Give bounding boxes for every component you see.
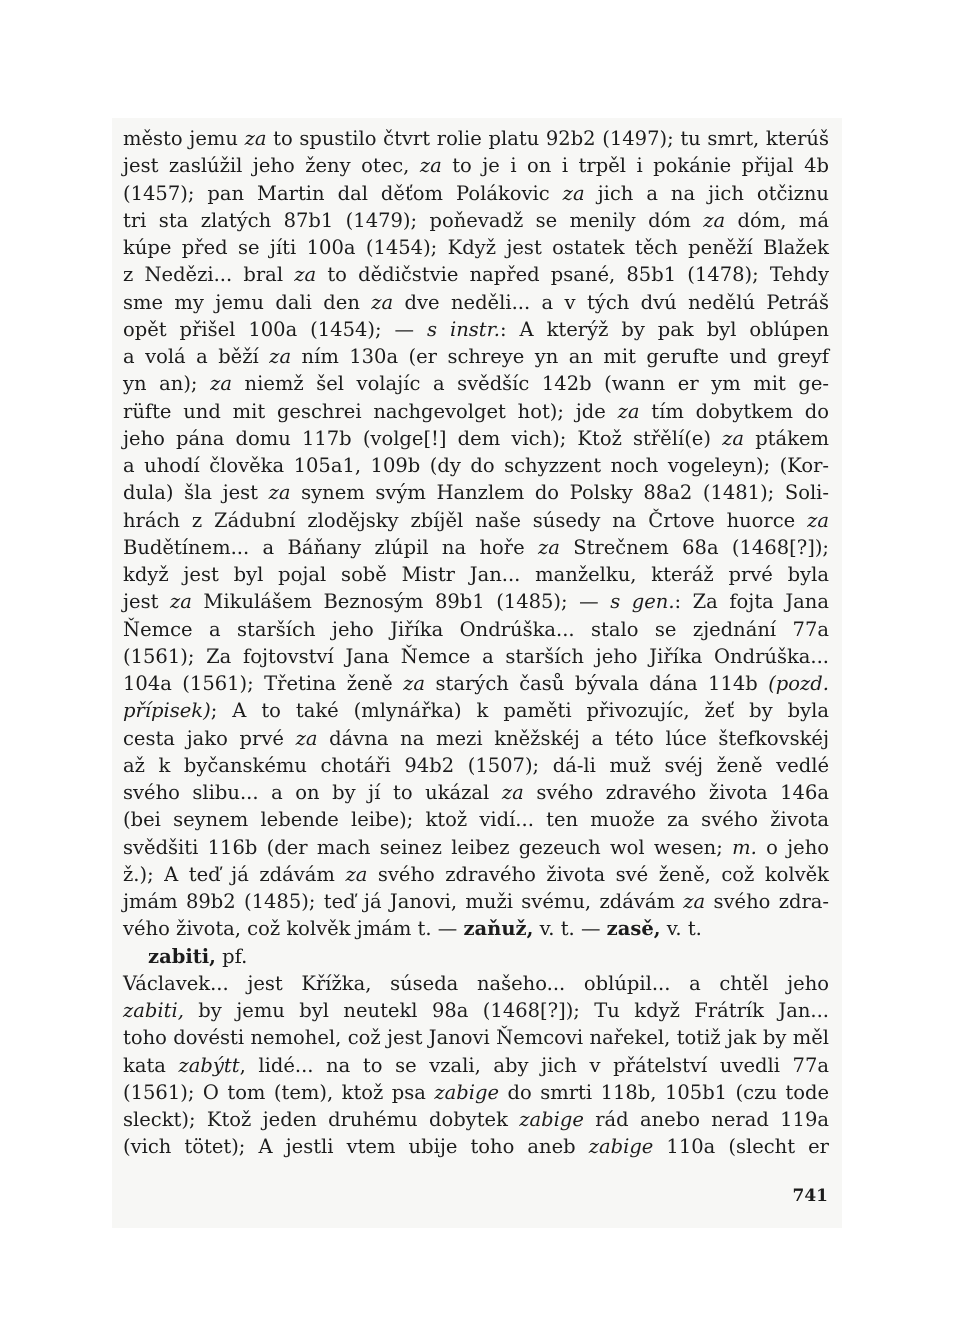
text-segment: dóm, má: [725, 208, 829, 232]
italic-segment: (pozd.: [768, 672, 829, 695]
bold-segment: zaňuž,: [463, 917, 534, 941]
text-segment: dula) šla jest: [123, 481, 269, 505]
text-segment: Ňemce a starších jeho Jiříka Ondrúška... stalo se zjednání 77a: [123, 617, 829, 641]
italic-segment: za: [683, 890, 706, 913]
text-line: [123, 1106, 829, 1133]
text-segment: jich a na jich otčiznu: [584, 181, 829, 205]
italic-segment: za: [403, 672, 426, 695]
italic-segment: za: [562, 181, 585, 205]
italic-segment: za: [269, 345, 292, 368]
text-segment: yn an);: [123, 372, 211, 396]
italic-segment: zabige: [519, 1108, 584, 1131]
page-number: 741: [792, 1186, 828, 1206]
text-segment: (vich tötet); A jestli vtem ubije toho aneb: [123, 1135, 589, 1159]
text-segment: svého zdravého života 146a: [523, 781, 829, 804]
text-line: [123, 479, 829, 506]
entry-headword-line: [123, 943, 829, 970]
text-segment: cesta jako prvé: [123, 726, 296, 750]
italic-segment: přípisek): [123, 699, 211, 723]
text-line: [123, 861, 829, 888]
text-segment: (1561); O tom (tem), ktož psa: [123, 1080, 435, 1104]
text-line: [123, 452, 829, 479]
italic-segment: s instr.: [427, 317, 500, 341]
text-segment: tím dobytkem do: [639, 399, 829, 423]
text-segment: Václavek... jest Křížka, súseda našeho... oblúpil... a chtěl jeho: [123, 971, 829, 995]
text-segment: 110a (slecht er: [653, 1135, 829, 1159]
text-line: [123, 534, 829, 561]
text-segment: kúpe před se jíti 100a (1454); Když jest ostatek těch peněží Blažek: [123, 236, 829, 259]
text-line: [123, 425, 829, 452]
text-segment: jest zaslúžil jeho ženy otec,: [123, 154, 420, 178]
text-segment: v. t.: [660, 917, 702, 941]
italic-segment: za: [807, 508, 829, 532]
text-segment: svého zdra-: [705, 890, 829, 913]
text-line: [123, 370, 829, 397]
text-line: [123, 207, 829, 234]
italic-segment: m.: [732, 835, 757, 859]
italic-segment: za: [501, 781, 524, 804]
text-segment: 104a (1561); Třetina ženě: [123, 672, 404, 695]
text-segment: Budětínem... a Báňany zlúpil na hoře: [123, 535, 538, 559]
text-line: [123, 697, 829, 724]
text-segment: v. t. —: [533, 917, 607, 941]
text-segment: do smrti 118b, 105b1 (czu tode: [499, 1080, 829, 1104]
text-line: [123, 888, 829, 915]
text-segment: až k byčanskému chotáři 94b2 (1507); dá-li muž svéj ženě vedlé: [123, 753, 829, 777]
italic-segment: za: [295, 726, 318, 750]
text-segment: toho dovésti nemohel, což jest Janovi Ňemcovi nařekel, totiž jak by měl: [123, 1026, 829, 1050]
text-line: [123, 398, 829, 425]
italic-segment: za: [537, 535, 560, 559]
text-segment: opět přišel 100a (1454); —: [123, 317, 427, 341]
text-segment: to spustilo čtvrt rolie platu 92b2 (1497); tu smrt, kterúš: [266, 127, 829, 150]
text-line: [123, 616, 829, 643]
italic-segment: s gen.: [610, 590, 675, 614]
text-line: [123, 561, 829, 588]
italic-segment: za: [345, 862, 368, 886]
text-segment: vého života, což kolvěk jmám t. —: [123, 917, 464, 941]
text-segment: hrách z Zádubní zlodějsky zbíjěl naše súsedy na Črtove huorce: [123, 508, 808, 532]
text-line: [123, 670, 829, 697]
text-segment: (1561); Za fojtovství Jana Ňemce a starších jeho Jiříka Ondrúška...: [123, 644, 829, 668]
italic-segment: za: [722, 426, 745, 450]
text-line: [123, 316, 829, 343]
text-segment: jmám 89b2 (1485); teď já Janovi, muži svému, zdávám: [123, 890, 684, 913]
text-segment: o jeho: [756, 835, 829, 859]
text-line: [123, 970, 829, 997]
text-line: [123, 234, 829, 261]
text-segment: (bei seynem lebende leibe); ktož vidí... ten muože za svého života: [123, 808, 829, 832]
text-line: [123, 125, 829, 152]
text-line: [123, 289, 829, 316]
italic-segment: zabige: [434, 1080, 500, 1104]
text-segment: by jemu byl neutekl 98a (1468[?]); Tu když Frátrík Jan...: [183, 999, 829, 1022]
text-segment: ; A to také (mlynářka) k paměti přivozujíc, žeť by byla: [210, 699, 829, 723]
text-segment: pf.: [215, 944, 248, 968]
bold-segment: zasě,: [606, 917, 661, 941]
text-line: [123, 997, 829, 1024]
text-segment: rád anebo nerad 119a: [583, 1108, 829, 1131]
text-segment: (1457); pan Martin dal děťom Polákovic: [123, 181, 563, 205]
text-segment: to dědičstvie napřed psané, 85b1 (1478); Tehdy: [316, 263, 829, 287]
text-line: [123, 152, 829, 179]
text-segment: svého slibu... a on by jí to ukázal: [123, 781, 502, 804]
text-segment: synem svým Hanzlem do Polsky 88a2 (1481); Soli-: [290, 481, 830, 505]
dictionary-text-body: [123, 125, 829, 1161]
italic-segment: zabýtt: [178, 1053, 240, 1077]
text-segment: to je i on i trpěl i pokánie přijal 4b: [441, 154, 829, 178]
text-segment: : A kterýž by pak byl oblúpen: [500, 317, 829, 341]
italic-segment: zabige: [588, 1135, 654, 1159]
text-line: [123, 779, 829, 806]
text-line: [123, 1052, 829, 1079]
text-segment: ním 130a (er schreye yn an mit gerufte und greyf: [291, 345, 829, 368]
text-line: [123, 1133, 829, 1160]
italic-segment: za: [169, 590, 192, 614]
italic-segment: za: [617, 399, 640, 423]
text-segment: jest: [123, 590, 170, 614]
text-line: [123, 261, 829, 288]
text-line: [123, 643, 829, 670]
text-segment: a volá a běží: [123, 345, 270, 368]
text-line: [123, 1079, 829, 1106]
text-segment: starých časů bývala dána 114b: [425, 672, 769, 695]
text-segment: tri sta zlatých 87b1 (1479); poňevadž se menily dóm: [123, 208, 704, 232]
italic-segment: za: [371, 290, 394, 314]
text-segment: sleckt); Ktož jeden druhému dobytek: [123, 1108, 520, 1131]
text-segment: rüfte und mit geschrei nachgevolget hot); jde: [123, 399, 618, 423]
text-segment: ž.); A teď já zdávám: [123, 862, 346, 886]
text-segment: Strečnem 68a (1468[?]);: [559, 535, 830, 559]
italic-segment: za: [419, 154, 442, 178]
italic-segment: zabiti,: [123, 999, 184, 1022]
italic-segment: za: [244, 127, 267, 150]
text-line: [123, 180, 829, 207]
text-segment: a uhodí člověka 105a1, 109b (dy do schyzzent noch vogeleyn); (Kor-: [123, 454, 829, 477]
text-segment: , lidé... na to se vzali, aby jich v přátelství uvedli 77a: [239, 1053, 829, 1077]
text-segment: sme my jemu dali den: [123, 290, 372, 314]
text-segment: dve neděli... a v tých dvú nedělú Petráš: [393, 290, 829, 314]
text-segment: Mikulášem Beznosým 89b1 (1485); —: [191, 590, 611, 614]
text-line: [123, 1024, 829, 1051]
text-segment: kata: [123, 1053, 179, 1077]
italic-segment: za: [703, 208, 726, 232]
italic-segment: za: [294, 263, 317, 287]
text-segment: ptákem: [744, 426, 829, 450]
text-segment: svědšiti 116b (der mach seinez leibez gezeuch wol wesen;: [123, 835, 733, 859]
text-line: [123, 806, 829, 833]
text-line: [123, 507, 829, 534]
bold-segment: zabiti,: [148, 944, 216, 968]
text-line: [123, 725, 829, 752]
text-line: [123, 752, 829, 779]
text-segment: svého zdravého života své ženě, což kolvěk: [367, 862, 829, 886]
italic-segment: za: [268, 481, 291, 505]
italic-segment: za: [210, 372, 232, 396]
text-segment: když jest byl pojal sobě Mistr Jan... manželku, kteráž prvé byla: [123, 563, 829, 586]
text-segment: jeho pána domu 117b (volge[!] dem vich); Ktož střělí(e): [123, 426, 723, 450]
text-segment: z Nedězi... bral: [123, 263, 295, 287]
text-segment: dávna na mezi kněžskéj a této lúce štefkovskéj: [317, 726, 829, 750]
text-line: [123, 588, 829, 615]
text-line: [123, 915, 829, 942]
text-segment: : Za fojta Jana: [674, 590, 829, 614]
text-line: [123, 343, 829, 370]
text-segment: niemž šel volajíc a svědšíc 142b (wann er ym mit ge-: [231, 372, 830, 396]
text-line: [123, 834, 829, 861]
text-segment: město jemu: [123, 127, 245, 150]
